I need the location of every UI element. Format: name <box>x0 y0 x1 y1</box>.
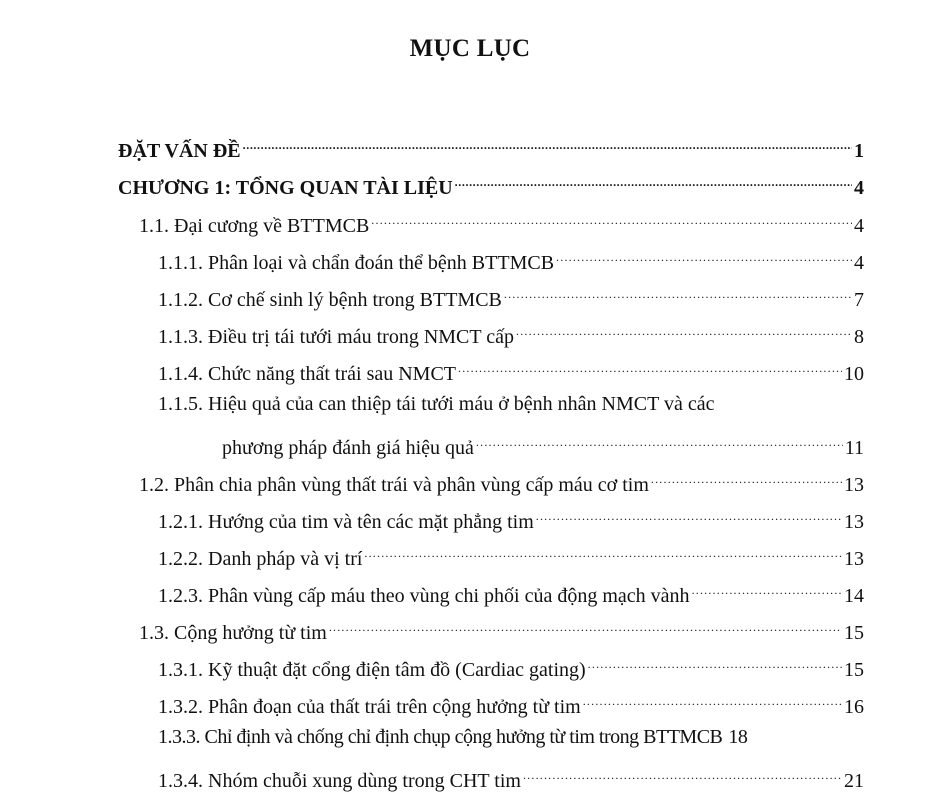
toc-entry-1-2-1[interactable] <box>158 502 864 535</box>
toc-entry-page: 7 <box>854 289 864 311</box>
toc-entry-label: 1.1.3. Điều trị tái tưới máu trong NMCT cấp <box>158 326 514 348</box>
toc-entry-label: 1.3.2. Phân đoạn của thất trái trên cộng hưởng từ tim <box>158 696 581 718</box>
dot-leader <box>476 428 843 454</box>
toc-entry-label: phương pháp đánh giá hiệu quả <box>222 437 474 459</box>
dot-leader <box>523 761 842 787</box>
toc-entry-1-3[interactable] <box>139 613 864 646</box>
toc-entry-label: 1.1. Đại cương về BTTMCB <box>139 215 370 237</box>
toc-entry-1-1-3[interactable] <box>158 317 864 350</box>
dot-leader <box>516 317 852 343</box>
toc-entry-1-1-5-first-line[interactable]: 1.1.5. Hiệu quả của can thiệp tái tưới máu ở bệnh nhân NMCT và các <box>158 393 715 415</box>
toc-entry-page: 13 <box>844 548 864 570</box>
toc-entry-page: 14 <box>844 585 864 607</box>
toc-entry-1-3-1[interactable] <box>158 650 864 683</box>
dot-leader <box>588 650 842 676</box>
dot-leader <box>371 206 852 232</box>
toc-entry-1-1-2[interactable] <box>158 280 864 313</box>
toc-entry-1-1-4[interactable] <box>158 354 864 387</box>
toc-entry-1-1-5[interactable] <box>222 428 864 461</box>
toc-entry-label: CHƯƠNG 1: TỔNG QUAN TÀI LIỆU <box>118 177 453 199</box>
toc-entry-1-1[interactable] <box>139 206 864 239</box>
dot-leader <box>364 539 842 565</box>
toc-entry-page: 11 <box>844 437 864 459</box>
toc-entry-1-3-2[interactable] <box>158 687 864 720</box>
toc-entry-page: 4 <box>854 177 864 199</box>
toc-entry-label: 1.2.2. Danh pháp và vị trí <box>158 548 363 570</box>
toc-entry-page: 13 <box>844 511 864 533</box>
toc-entry-page: 10 <box>844 363 864 385</box>
dot-leader <box>583 687 842 713</box>
toc-entry-label: 1.2. Phân chia phân vùng thất trái và phân vùng cấp máu cơ tim <box>139 474 649 496</box>
toc-entry-label: 1.3. Cộng hưởng từ tim <box>139 622 327 644</box>
toc-entry-label: 1.3.1. Kỹ thuật đặt cổng điện tâm đồ (Cardiac gating) <box>158 659 586 681</box>
toc-entry-dat-van-de[interactable] <box>118 131 864 164</box>
dot-leader <box>536 502 842 528</box>
toc-entry-page: 13 <box>844 474 864 496</box>
toc-entry-label: 1.1.2. Cơ chế sinh lý bệnh trong BTTMCB <box>158 289 502 311</box>
toc-entry-page: 1 <box>854 140 864 162</box>
toc-entry-page: 4 <box>854 215 864 237</box>
toc-entry-page: 15 <box>844 659 864 681</box>
dot-leader <box>243 131 852 157</box>
toc-entry-chuong-1[interactable] <box>118 168 864 201</box>
toc-entry-page: 15 <box>844 622 864 644</box>
toc-entry-1-2-3[interactable] <box>158 576 864 609</box>
toc-entry-label: 1.3.3. Chỉ định và chống chỉ định chụp cộng hưởng từ tim trong BTTMCB <box>158 726 723 748</box>
toc-entry-1-3-3[interactable] <box>158 724 864 750</box>
toc-entry-1-3-4[interactable] <box>158 761 864 794</box>
dot-leader <box>455 168 852 194</box>
toc-entry-page: 16 <box>844 696 864 718</box>
page-title: MỤC LỤC <box>409 35 531 62</box>
toc-entry-label: ĐẶT VẤN ĐỀ <box>118 140 241 162</box>
dot-leader <box>692 576 842 602</box>
dot-leader <box>329 613 842 639</box>
dot-leader <box>651 465 842 491</box>
toc-entry-label: 1.3.4. Nhóm chuỗi xung dùng trong CHT tim <box>158 770 521 792</box>
toc-entry-label: 1.1.4. Chức năng thất trái sau NMCT <box>158 363 457 385</box>
toc-entry-label: 1.2.3. Phân vùng cấp máu theo vùng chi phối của động mạch vành <box>158 585 690 607</box>
toc-entry-page: 21 <box>844 770 864 792</box>
dot-leader <box>504 280 852 306</box>
toc-entry-label: 1.2.1. Hướng của tim và tên các mặt phẳng tim <box>158 511 534 533</box>
toc-entry-page: 8 <box>854 326 864 348</box>
toc-entry-page: 4 <box>854 252 864 274</box>
dot-leader <box>458 354 842 380</box>
toc-entry-1-2-2[interactable] <box>158 539 864 572</box>
dot-leader <box>556 243 852 269</box>
toc-entry-1-1-1[interactable] <box>158 243 864 276</box>
toc-entry-label: 1.1.1. Phân loại và chẩn đoán thể bệnh BTTMCB <box>158 252 555 274</box>
toc-entry-1-2[interactable] <box>139 465 864 498</box>
toc-entry-page: 18 <box>728 726 748 748</box>
